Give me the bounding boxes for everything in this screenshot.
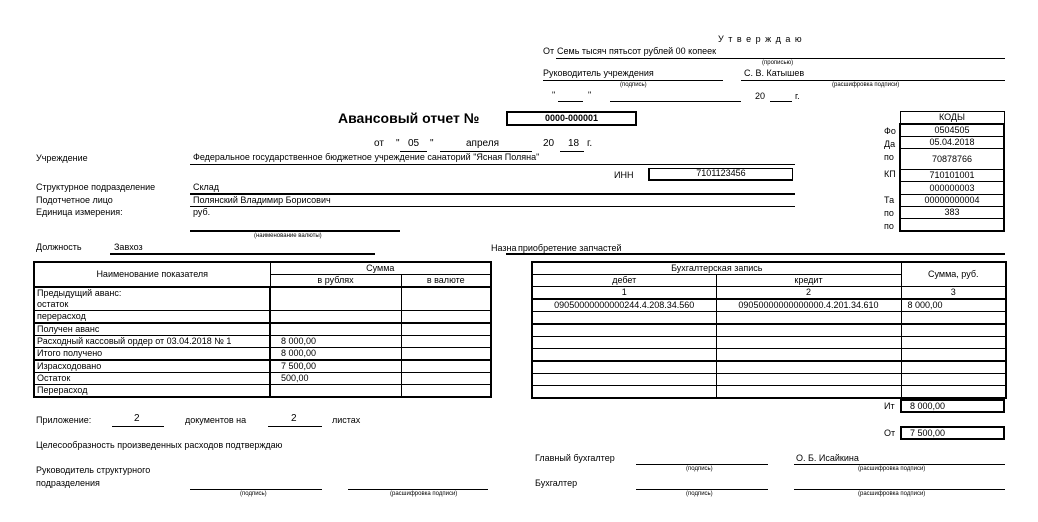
row-name: Итого получено <box>34 348 270 361</box>
table-row <box>34 348 491 361</box>
purpose-value: приобретение запчастей <box>518 243 622 253</box>
code-tab-number: 00000000004 <box>900 195 1004 207</box>
row-name: перерасход <box>34 311 270 324</box>
approval-year-prefix: 20 <box>755 91 766 101</box>
table-row <box>34 360 491 373</box>
spent-value: 7 500,00 <box>900 426 1005 440</box>
div-head-decode-line <box>348 489 488 490</box>
approval-day-line <box>558 101 583 102</box>
purpose-line <box>506 253 1005 255</box>
accountant-decode-line <box>794 489 1005 490</box>
row-cur <box>401 373 491 385</box>
row-sum <box>901 337 1006 349</box>
sheets-label: листах <box>332 415 361 425</box>
inn-field[interactable]: 7101123456 <box>648 168 793 181</box>
row-debit <box>532 374 716 386</box>
table-row <box>532 349 1006 362</box>
col-header-name: Наименование показателя <box>34 262 270 287</box>
confirm-text: Целесообразность произведенных расходов подтверждаю <box>36 440 283 450</box>
attachment-sheets: 2 <box>291 413 297 424</box>
total-value: 8 000,00 <box>900 399 1005 413</box>
report-month: апреля <box>466 138 500 149</box>
advance-table <box>33 261 492 398</box>
attachment-docs-line <box>112 426 164 427</box>
institution-line <box>190 164 795 165</box>
accountant-signature-line <box>636 489 768 490</box>
unit-value: руб. <box>193 207 211 217</box>
code-date: 05.04.2018 <box>900 137 1004 149</box>
attachment-docs: 2 <box>134 413 140 424</box>
approval-from-label: От <box>543 46 555 56</box>
code-okpo: 70878766 <box>900 149 1004 170</box>
code-kpp: 710101001 <box>900 170 1004 182</box>
head-signature-line <box>543 80 723 81</box>
row-sum <box>901 312 1006 325</box>
row-credit <box>716 386 901 399</box>
row-cur <box>401 323 491 336</box>
head-name: С. В. Катышев <box>744 68 805 78</box>
chief-accountant-decode-caption: (расшифровка подписи) <box>858 466 926 472</box>
row-rub: 500,00 <box>270 373 401 385</box>
head-label: Руководитель учреждения <box>543 68 654 78</box>
division-value: Склад <box>193 182 220 192</box>
table-row <box>532 374 1006 386</box>
row-name: Израсходовано <box>34 360 270 373</box>
table-row <box>532 312 1006 325</box>
chief-accountant-name: О. Б. Исайкина <box>796 453 859 463</box>
div-head-decode-caption: (расшифровка подписи) <box>390 491 458 497</box>
code-form: 0504505 <box>900 124 1004 137</box>
date-quote-close: " <box>588 90 592 100</box>
table-row <box>34 373 491 385</box>
row-debit <box>532 386 716 399</box>
row-sum <box>901 349 1006 362</box>
code-label-okei: по <box>884 208 894 218</box>
chief-accountant-label: Главный бухгалтер <box>535 453 615 463</box>
row-sum: 8 000,00 <box>901 299 1006 312</box>
row-debit <box>532 337 716 349</box>
position-value: Завхоз <box>114 242 143 252</box>
row-name: Получен аванс <box>34 323 270 336</box>
head-name-line <box>741 80 1005 81</box>
row-rub: 7 500,00 <box>270 360 401 373</box>
row-credit <box>716 361 901 374</box>
spent-label: От <box>884 428 896 438</box>
row-credit: 09050000000000000.4.201.34.610 <box>716 299 901 312</box>
row-name: Предыдущий аванс: <box>34 287 270 299</box>
row-sum <box>901 386 1006 399</box>
table-row <box>34 287 491 299</box>
institution-label: Учреждение <box>36 153 88 163</box>
approval-year-suffix: г. <box>795 91 800 101</box>
chief-accountant-signature-line <box>636 464 768 465</box>
accountant-label: Бухгалтер <box>535 478 578 488</box>
attachment-label: Приложение: <box>36 415 92 425</box>
position-line <box>110 253 375 255</box>
approval-month-line <box>610 101 741 102</box>
table-row <box>532 324 1006 337</box>
code-division: 000000003 <box>900 182 1004 195</box>
row-cur <box>401 360 491 373</box>
report-day: 05 <box>408 138 420 149</box>
table-row <box>532 361 1006 374</box>
div-head-signature-line <box>190 489 322 490</box>
code-okei: 383 <box>900 207 1004 219</box>
col-num-3: 3 <box>901 287 1006 300</box>
col-header-sum: Сумма <box>270 262 491 275</box>
currency-line <box>190 230 400 232</box>
row-cur <box>401 311 491 324</box>
table-row <box>532 299 1006 312</box>
col-header-cur: в валюте <box>401 275 491 288</box>
person-value: Полянский Владимир Борисович <box>193 195 331 205</box>
row-sum <box>901 361 1006 374</box>
div-head-label-1: Руководитель структурного <box>36 465 151 475</box>
table-row <box>34 336 491 348</box>
row-credit <box>716 324 901 337</box>
institution-value: Федеральное государственное бюджетное учреждение санаторий "Ясная Поляна" <box>193 152 540 162</box>
amount-words-caption: (прописью) <box>762 60 794 66</box>
code-label-tab: Та <box>884 195 895 205</box>
row-debit <box>532 324 716 337</box>
col-num-1: 1 <box>532 287 716 300</box>
row-debit: 09050000000000244.4.208.34.560 <box>532 299 716 312</box>
position-label: Должность <box>36 242 82 252</box>
div-head-label-2: подразделения <box>36 478 100 488</box>
table-row <box>34 385 491 398</box>
report-title: Авансовый отчет № <box>338 110 480 126</box>
accounting-table <box>531 261 1007 399</box>
date-quote-open: " <box>552 90 556 100</box>
chief-accountant-signature-caption: (подпись) <box>686 466 713 472</box>
table-row <box>34 323 491 336</box>
col-header-rub: в рублях <box>270 275 401 288</box>
report-year-prefix: 20 <box>543 138 555 149</box>
code-label-kpp: КП <box>884 169 896 179</box>
div-head-signature-caption: (подпись) <box>240 491 267 497</box>
docs-on-label: документов на <box>185 415 247 425</box>
person-label: Подотчетное лицо <box>36 195 113 205</box>
table-row <box>532 386 1006 399</box>
row-debit <box>532 312 716 325</box>
currency-caption: (наименование валюты) <box>254 233 322 239</box>
row-name: Остаток <box>34 373 270 385</box>
accountant-signature-caption: (подпись) <box>686 491 713 497</box>
head-signature-caption: (подпись) <box>620 82 647 88</box>
table-row <box>34 311 491 324</box>
amount-words-line <box>556 58 1005 59</box>
unit-label: Единица измерения: <box>36 207 123 217</box>
accountant-decode-caption: (расшифровка подписи) <box>858 491 926 497</box>
purpose-label: Назна <box>491 243 517 253</box>
row-name: Расходный кассовый ордер от 03.04.2018 № 1 <box>34 336 270 348</box>
total-label: Ит <box>884 401 895 411</box>
report-year-line <box>560 151 584 152</box>
row-rub <box>270 385 401 398</box>
chief-accountant-decode-line <box>794 464 1005 465</box>
approval-amount-words: Семь тысяч пятьсот рублей 00 копеек <box>557 46 717 56</box>
approval-heading: У т в е р ж д а ю <box>718 34 803 44</box>
row-debit <box>532 361 716 374</box>
row-name: Перерасход <box>34 385 270 398</box>
col-header-credit: кредит <box>716 275 901 287</box>
col-header-debit: дебет <box>532 275 716 287</box>
row-sum <box>901 374 1006 386</box>
row-rub <box>270 287 401 311</box>
row-credit <box>716 337 901 349</box>
code-label-form: Фо <box>884 126 896 136</box>
col-header-entry: Бухгалтерская запись <box>532 262 901 275</box>
row-name: остаток <box>34 299 270 311</box>
row-credit <box>716 312 901 325</box>
code-label-okpo: по <box>884 152 894 162</box>
inn-label: ИНН <box>614 170 634 180</box>
row-rub: 8 000,00 <box>270 336 401 348</box>
code-label-date: Да <box>884 139 896 149</box>
codes-header: КОДЫ <box>900 112 1004 125</box>
approval-year-line <box>770 101 792 102</box>
row-cur <box>401 348 491 361</box>
row-sum <box>901 324 1006 337</box>
row-credit <box>716 349 901 362</box>
row-credit <box>716 374 901 386</box>
code-label-okv: по <box>884 221 894 231</box>
person-line <box>190 206 795 207</box>
table-row <box>532 337 1006 349</box>
col-num-2: 2 <box>716 287 901 300</box>
row-cur <box>401 336 491 348</box>
row-cur <box>401 287 491 311</box>
row-rub <box>270 311 401 324</box>
col-header-sum-rub: Сумма, руб. <box>901 262 1006 287</box>
report-year-suffix: г. <box>587 138 593 149</box>
report-date-from: от <box>374 138 384 149</box>
report-year: 18 <box>568 138 580 149</box>
code-okv <box>900 219 1004 232</box>
row-rub: 8 000,00 <box>270 348 401 361</box>
attachment-sheets-line <box>268 426 322 427</box>
codes-table <box>899 111 1005 232</box>
report-number-field[interactable]: 0000-000001 <box>506 111 637 126</box>
division-label: Структурное подразделение <box>36 182 156 192</box>
head-decode-caption: (расшифровка подписи) <box>832 82 900 88</box>
row-rub <box>270 323 401 336</box>
row-cur <box>401 385 491 398</box>
row-debit <box>532 349 716 362</box>
